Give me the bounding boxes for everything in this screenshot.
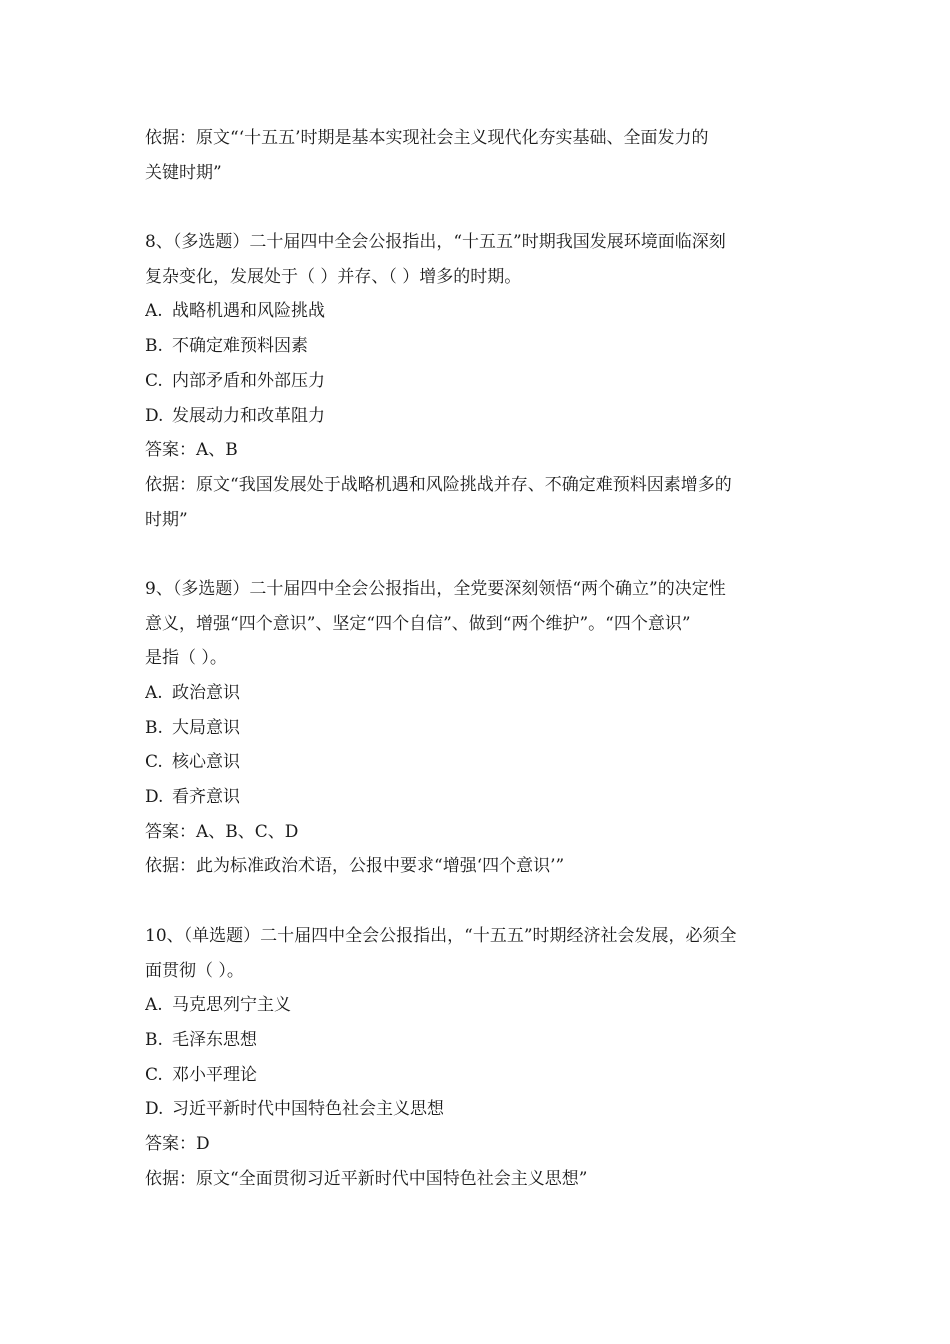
option-text: 毛泽东思想 bbox=[172, 1029, 257, 1050]
page-content bbox=[145, 121, 810, 1196]
basis-line: 依据：原文“我国发展处于战略机遇和风险挑战并存、不确定难预料因素增多的 bbox=[145, 474, 732, 495]
option-a bbox=[145, 988, 810, 1023]
previous-question-basis bbox=[145, 121, 810, 190]
option-text: 核心意识 bbox=[172, 752, 240, 773]
option-d bbox=[145, 1092, 810, 1127]
basis-line: 时期” bbox=[145, 509, 188, 530]
spacer bbox=[145, 537, 810, 572]
option-b bbox=[145, 329, 810, 364]
basis-line: 关键时期” bbox=[145, 162, 222, 183]
basis-line: 依据：原文“‘十五五’时期是基本实现社会主义现代化夯实基础、全面发力的 bbox=[145, 128, 709, 148]
option-letter: D. bbox=[145, 787, 164, 808]
question-stem: 10、（单选题）二十届四中全会公报指出，“十五五”时期经济社会发展，必须全 bbox=[145, 925, 737, 946]
option-letter: C. bbox=[145, 1064, 163, 1085]
spacer bbox=[145, 190, 810, 225]
question-stem: 面贯彻（ ）。 bbox=[145, 960, 244, 981]
option-d bbox=[145, 399, 810, 434]
option-letter: C. bbox=[145, 752, 163, 773]
question-stem: 9、（多选题）二十届四中全会公报指出，全党要深刻领悟“两个确立”的决定性 bbox=[145, 578, 726, 599]
option-letter: B. bbox=[145, 1029, 163, 1050]
option-text: 马克思列宁主义 bbox=[172, 995, 291, 1016]
question-stem: 是指（ ）。 bbox=[145, 648, 227, 669]
option-c bbox=[145, 1058, 810, 1093]
option-text: 邓小平理论 bbox=[172, 1064, 257, 1085]
option-letter: C. bbox=[145, 370, 163, 391]
option-c bbox=[145, 364, 810, 399]
question-10 bbox=[145, 919, 810, 1197]
option-a bbox=[145, 676, 810, 711]
answer: 答案：A、B bbox=[145, 440, 238, 461]
option-text: 习近平新时代中国特色社会主义思想 bbox=[172, 1099, 444, 1120]
question-stem: 8、（多选题）二十届四中全会公报指出，“十五五”时期我国发展环境面临深刻 bbox=[145, 232, 726, 253]
question-8 bbox=[145, 225, 810, 537]
option-letter: A. bbox=[145, 683, 163, 703]
question-stem: 意义，增强“四个意识”、坚定“四个自信”、做到“两个维护”。“四个意识” bbox=[145, 613, 691, 634]
answer: 答案：A、B、C、D bbox=[145, 821, 299, 842]
spacer bbox=[145, 884, 810, 919]
option-a bbox=[145, 294, 810, 329]
option-letter: D. bbox=[145, 405, 164, 426]
option-b bbox=[145, 711, 810, 746]
option-c bbox=[145, 745, 810, 780]
option-b bbox=[145, 1023, 810, 1058]
option-letter: D. bbox=[145, 1099, 164, 1120]
question-stem: 复杂变化，发展处于（ ）并存、（ ）增多的时期。 bbox=[145, 266, 522, 287]
option-letter: B. bbox=[145, 336, 163, 357]
option-letter: A. bbox=[145, 301, 163, 322]
option-text: 看齐意识 bbox=[172, 787, 240, 808]
answer: 答案：D bbox=[145, 1133, 210, 1154]
option-text: 不确定难预料因素 bbox=[172, 336, 308, 357]
option-text: 大局意识 bbox=[172, 717, 240, 738]
basis-line: 依据：此为标准政治术语，公报中要求“增强‘四个意识’” bbox=[145, 856, 565, 877]
option-text: 战略机遇和风险挑战 bbox=[172, 301, 325, 322]
basis-line: 依据：原文“全面贯彻习近平新时代中国特色社会主义思想” bbox=[145, 1168, 588, 1189]
option-text: 内部矛盾和外部压力 bbox=[172, 370, 325, 391]
question-9 bbox=[145, 572, 810, 884]
option-text: 发展动力和改革阻力 bbox=[172, 405, 325, 426]
option-letter: A. bbox=[145, 995, 163, 1016]
option-letter: B. bbox=[145, 717, 163, 738]
option-text: 政治意识 bbox=[172, 683, 240, 703]
option-d bbox=[145, 780, 810, 815]
